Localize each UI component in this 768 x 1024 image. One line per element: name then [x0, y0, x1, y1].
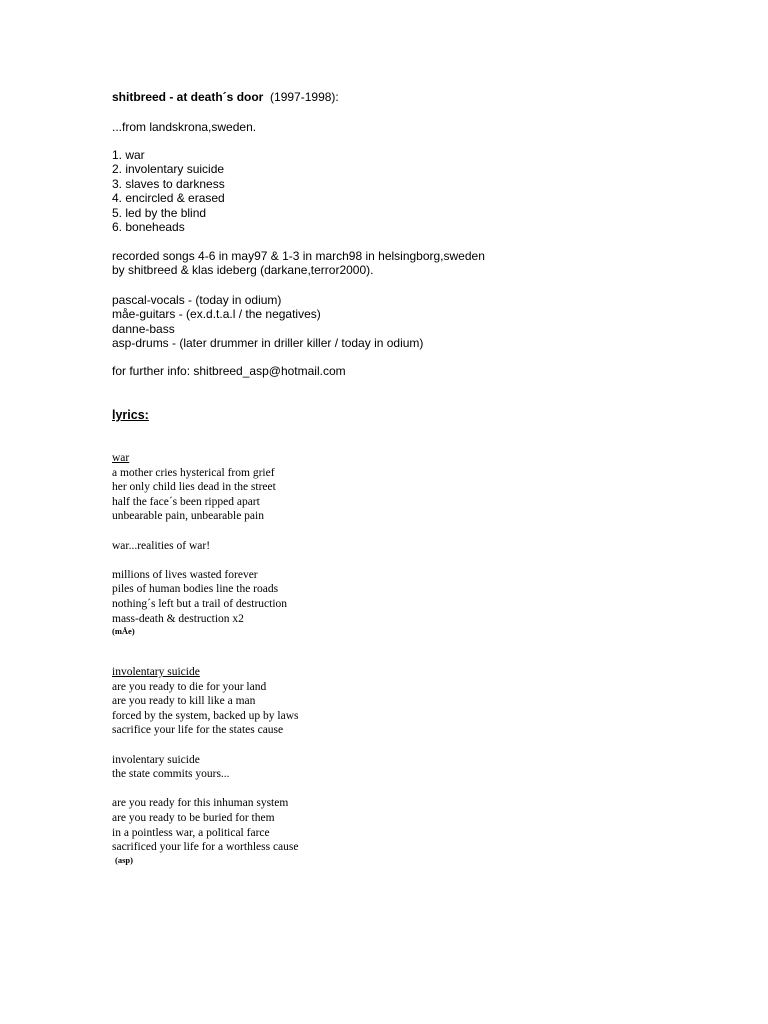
lyric-line: forced by the system, backed up by laws	[112, 709, 299, 722]
song-lyrics-war	[112, 451, 287, 637]
track-item: 2. involentary suicide	[112, 162, 225, 177]
lineup-member: asp-drums - (later drummer in driller killer / today in odium)	[112, 336, 424, 351]
lyric-line: are you ready to die for your land	[112, 680, 267, 693]
release-years: (1997-1998):	[270, 90, 339, 104]
lyric-line: are you ready to be buried for them	[112, 811, 275, 824]
lyric-line: in a pointless war, a political farce	[112, 826, 270, 839]
track-item: 6. boneheads	[112, 220, 185, 235]
lyric-line: war...realities of war!	[112, 539, 211, 552]
lineup-member: danne-bass	[112, 321, 175, 336]
lyric-line: involentary suicide	[112, 753, 200, 766]
lyric-line: sacrifice your life for the states cause	[112, 724, 284, 737]
lyric-line: a mother cries hysterical from grief	[112, 466, 275, 479]
track-item: 3. slaves to darkness	[112, 176, 225, 191]
lyrics-heading: lyrics:	[112, 408, 149, 422]
lyric-credit: (mÅe)	[112, 626, 135, 637]
track-item: 1. war	[112, 148, 145, 162]
band-origin: ...from landskrona,sweden.	[112, 120, 257, 134]
song-title: involentary suicide	[112, 666, 200, 678]
song-title: war	[112, 452, 130, 464]
recording-info	[112, 249, 485, 278]
lineup-member: pascal-vocals - (today in odium)	[112, 293, 282, 307]
lyric-line: millions of lives wasted forever	[112, 568, 258, 581]
song-lyrics-involentary-suicide	[112, 665, 299, 866]
lyric-line: are you ready for this inhuman system	[112, 797, 289, 810]
lyric-credit: (asp)	[115, 854, 133, 865]
lyric-line: unbearable pain, unbearable pain	[112, 510, 264, 523]
recording-line: recorded songs 4-6 in may97 & 1-3 in march98 in helsingborg,sweden	[112, 249, 485, 263]
lyric-line: the state commits yours...	[112, 768, 230, 781]
document-title	[112, 90, 339, 104]
track-item: 5. led by the blind	[112, 205, 207, 220]
lyric-line: her only child lies dead in the street	[112, 481, 276, 494]
lyric-line: are you ready to kill like a man	[112, 695, 256, 708]
lyric-line: piles of human bodies line the roads	[112, 583, 279, 596]
band-album-title: shitbreed - at death´s door	[112, 90, 264, 104]
lineup	[112, 293, 423, 351]
tracklist	[112, 148, 225, 234]
lyric-line: half the face´s been ripped apart	[112, 495, 260, 508]
lyric-line: mass-death & destruction x2	[112, 612, 244, 625]
lyric-line: sacrificed your life for a worthless cause	[112, 841, 299, 854]
lineup-member: måe-guitars - (ex.d.t.a.l / the negatives)	[112, 307, 321, 322]
recording-line: by shitbreed & klas ideberg (darkane,terror2000).	[112, 263, 374, 278]
contact-info: for further info: shitbreed_asp@hotmail.com	[112, 364, 346, 378]
track-item: 4. encircled & erased	[112, 191, 225, 206]
lyric-line: nothing´s left but a trail of destruction	[112, 597, 288, 610]
